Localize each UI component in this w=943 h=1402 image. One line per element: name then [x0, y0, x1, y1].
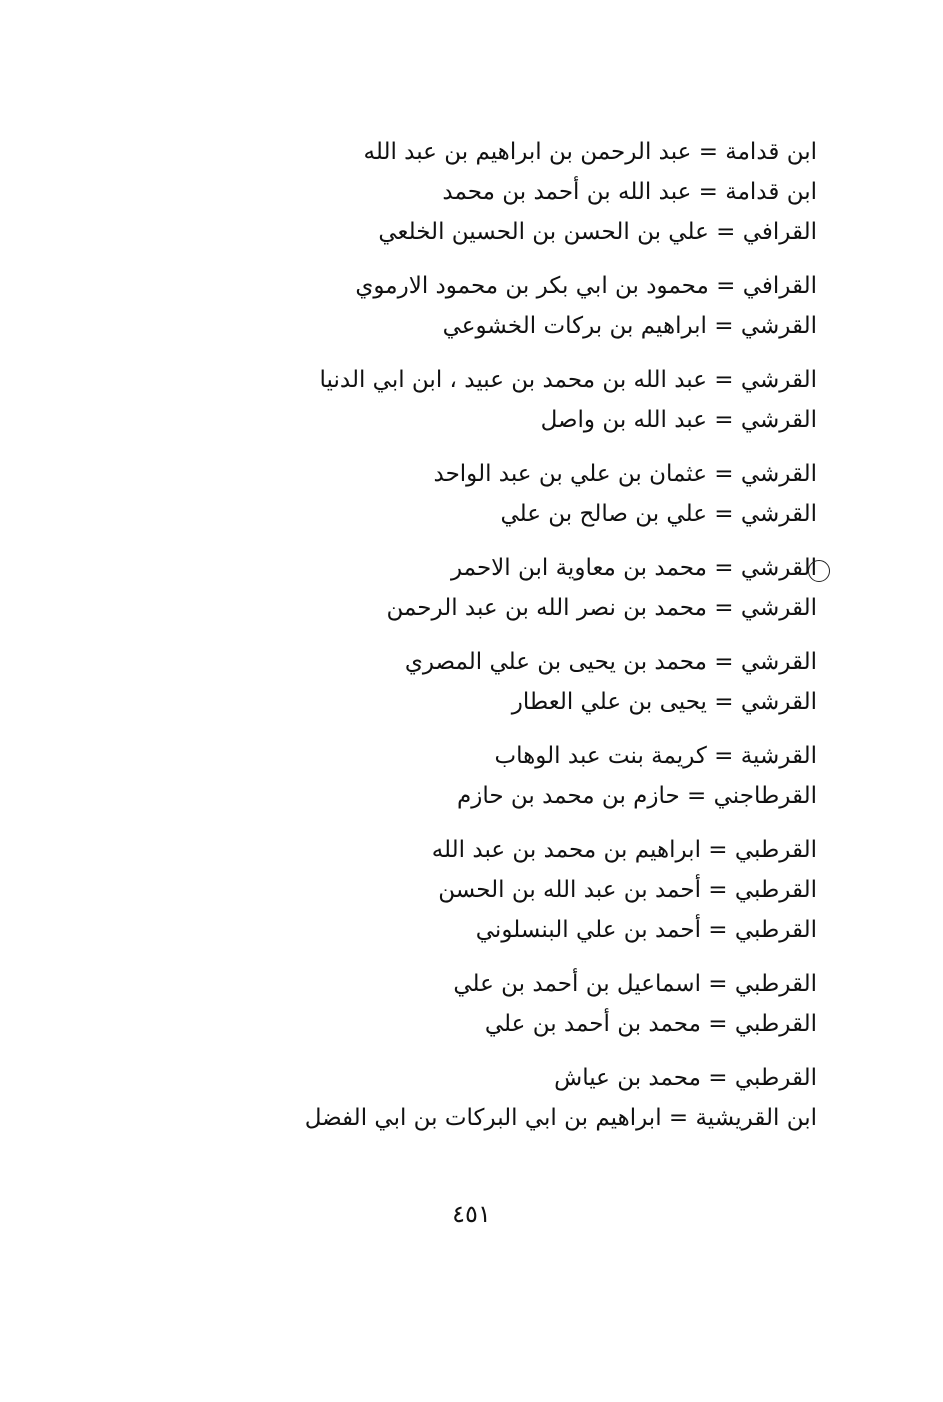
entry-group	[297, 642, 817, 722]
index-entry: القرطبي = محمد بن عياش	[554, 1065, 817, 1091]
index-entry: القرطبي = أحمد بن علي البنسلوني	[475, 917, 817, 943]
entry-group	[297, 964, 817, 1044]
entry-group	[297, 132, 817, 252]
index-entry: القرطبي = اسماعيل بن أحمد بن علي	[453, 971, 817, 997]
index-entry: القرطاجني = حازم بن محمد بن حازم	[456, 783, 817, 809]
index-entry: القرشي = علي بن صالح بن علي	[500, 501, 817, 527]
index-entry: القرشي = عبد الله بن واصل	[540, 407, 817, 433]
entry-group	[297, 360, 817, 440]
entry-group	[297, 1058, 817, 1138]
index-entries	[297, 132, 817, 1152]
entry-group	[297, 454, 817, 534]
index-entry: ابن قدامة = عبد الله بن أحمد بن محمد	[442, 179, 817, 205]
entry-group	[297, 736, 817, 816]
index-entry: القرشي = محمد بن نصر الله بن عبد الرحمن	[386, 595, 817, 621]
index-entry: ابن قدامة = عبد الرحمن بن ابراهيم بن عبد الله	[363, 139, 817, 165]
index-entry: القرشي = عبد الله بن محمد بن عبيد ، ابن ابي الدنيا	[319, 367, 817, 393]
index-entry: القرشي = عثمان بن علي بن عبد الواحد	[433, 461, 817, 487]
index-entry: القرشية = كريمة بنت عبد الوهاب	[494, 743, 817, 769]
index-entry: القرافي = محمود بن ابي بكر بن محمود الارموي	[355, 273, 817, 299]
index-entry: القرطبي = أحمد بن عبد الله بن الحسن	[438, 877, 817, 903]
entry-group	[297, 830, 817, 950]
page-number: ٤٥١	[452, 1200, 491, 1228]
entry-group	[297, 548, 817, 628]
index-entry: القرشي = محمد بن معاوية ابن الاحمر	[450, 555, 817, 581]
index-entry: القرشي = يحيى بن علي العطار	[511, 689, 817, 715]
margin-circle-mark	[808, 560, 830, 582]
index-entry: القرطبي = ابراهيم بن محمد بن عبد الله	[431, 837, 817, 863]
index-entry: القرافي = علي بن الحسن بن الحسين الخلعي	[378, 219, 817, 245]
index-entry: ابن القريشية = ابراهيم بن ابي البركات بن ابي الفضل	[304, 1105, 817, 1131]
index-entry: القرشي = ابراهيم بن بركات الخشوعي	[442, 313, 817, 339]
index-entry: القرشي = محمد بن يحيى بن علي المصري	[404, 649, 817, 675]
index-entry: القرطبي = محمد بن أحمد بن علي	[484, 1011, 817, 1037]
entry-group	[297, 266, 817, 346]
